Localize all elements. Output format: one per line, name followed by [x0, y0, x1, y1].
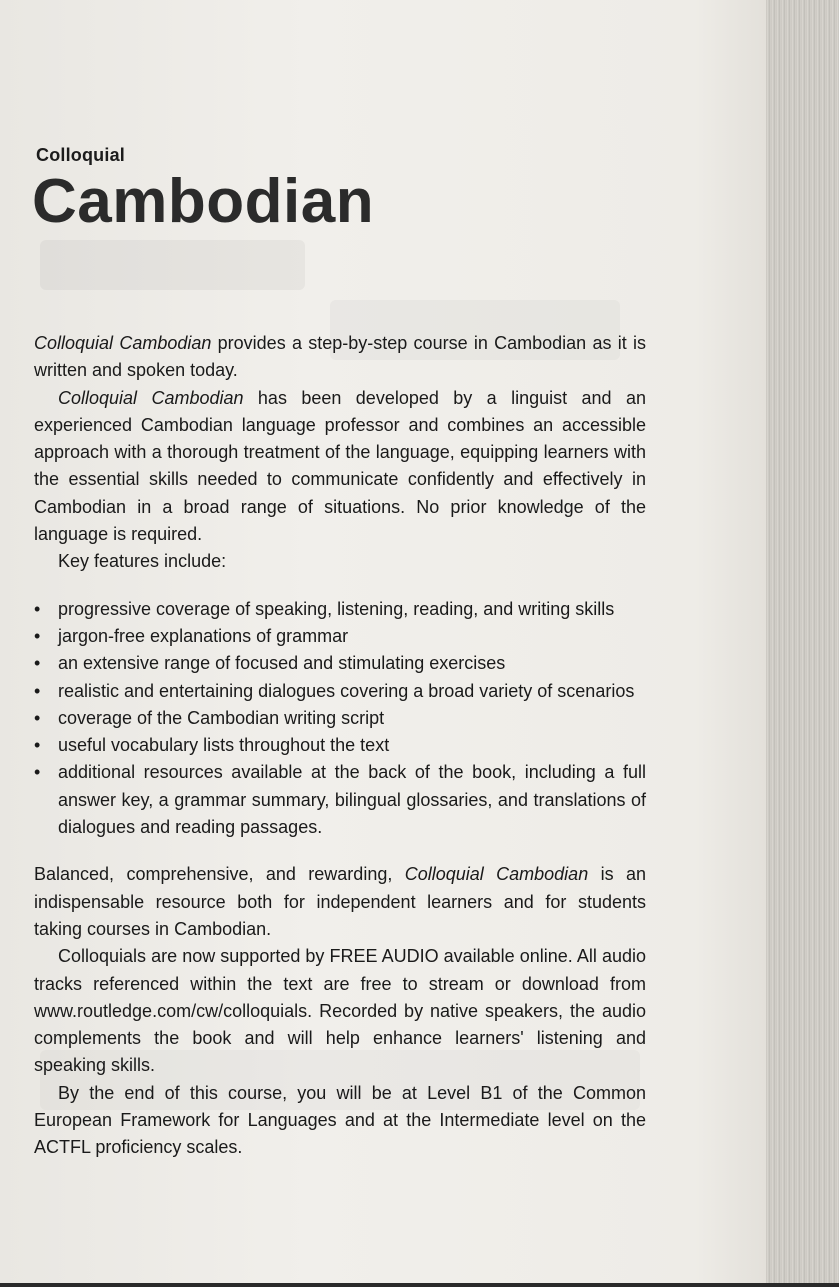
features-heading: Key features include: [58, 551, 227, 572]
book-title: Cambodian [32, 167, 375, 236]
feature-list [34, 596, 646, 842]
bullet-icon: • [34, 707, 41, 728]
list-item: • realistic and entertaining dialogues covering a broad variety of scenarios [34, 678, 646, 705]
intro-paragraph-2: Colloquial Cambodian has been developed by a linguist and an experienced Cambodian language professor and combines an accessible approach with a thorough treatment of the language, equipping learners with the essential skills needed to communicate confidently and effectively in Cambodian in a broad range of situations. No prior knowledge of the language is required. [34, 387, 646, 545]
bullet-icon: • [34, 680, 41, 701]
bullet-icon: • [34, 653, 41, 674]
outro-paragraph-3: By the end of this course, you will be at Level B1 of the Common European Framework for Languages and at the Intermediate level on the ACTFL proficiency scales. [34, 1082, 646, 1158]
bullet-icon: • [34, 625, 41, 646]
book-title-inline: Colloquial Cambodian [34, 333, 212, 353]
bullet-icon: • [34, 598, 41, 619]
blurb-body [34, 330, 646, 1162]
bullet-icon: • [34, 735, 41, 756]
series-label: Colloquial [36, 145, 125, 165]
outro-paragraph-2: Colloquials are now supported by FREE AUDIO available online. All audio tracks referenced within the text are free to stream or download from www.routledge.com/cw/colloquials. Recorded by native speakers, the audio complements the book and will help enhance learners' listening and speaking skills. [34, 946, 646, 1076]
page-bottom-edge [0, 1283, 839, 1287]
book-title-inline: Colloquial Cambodian [58, 387, 244, 408]
page-stack-edge [766, 0, 839, 1287]
book-title-inline: Colloquial Cambodian [404, 864, 589, 885]
bullet-icon: • [34, 762, 41, 783]
show-through-shape [40, 240, 305, 290]
list-item: • progressive coverage of speaking, listening, reading, and writing skills [34, 596, 646, 623]
list-item: • jargon-free explanations of grammar [34, 623, 646, 650]
list-item: • an extensive range of focused and stimulating exercises [34, 650, 646, 677]
intro-paragraph-1: Colloquial Cambodian provides a step-by-step course in Cambodian as it is written and spoken today. [34, 333, 647, 381]
list-item: • useful vocabulary lists throughout the text [34, 732, 646, 759]
list-item: • additional resources available at the back of the book, including a full answer key, a grammar summary, bilingual glossaries, and translations of dialogues and reading passages. [34, 759, 646, 841]
outro-paragraph-1: Balanced, comprehensive, and rewarding, Colloquial Cambodian is an indispensable resource both for independent learners and for students taking courses in Cambodian. [34, 864, 647, 939]
list-item: • coverage of the Cambodian writing script [34, 705, 646, 732]
